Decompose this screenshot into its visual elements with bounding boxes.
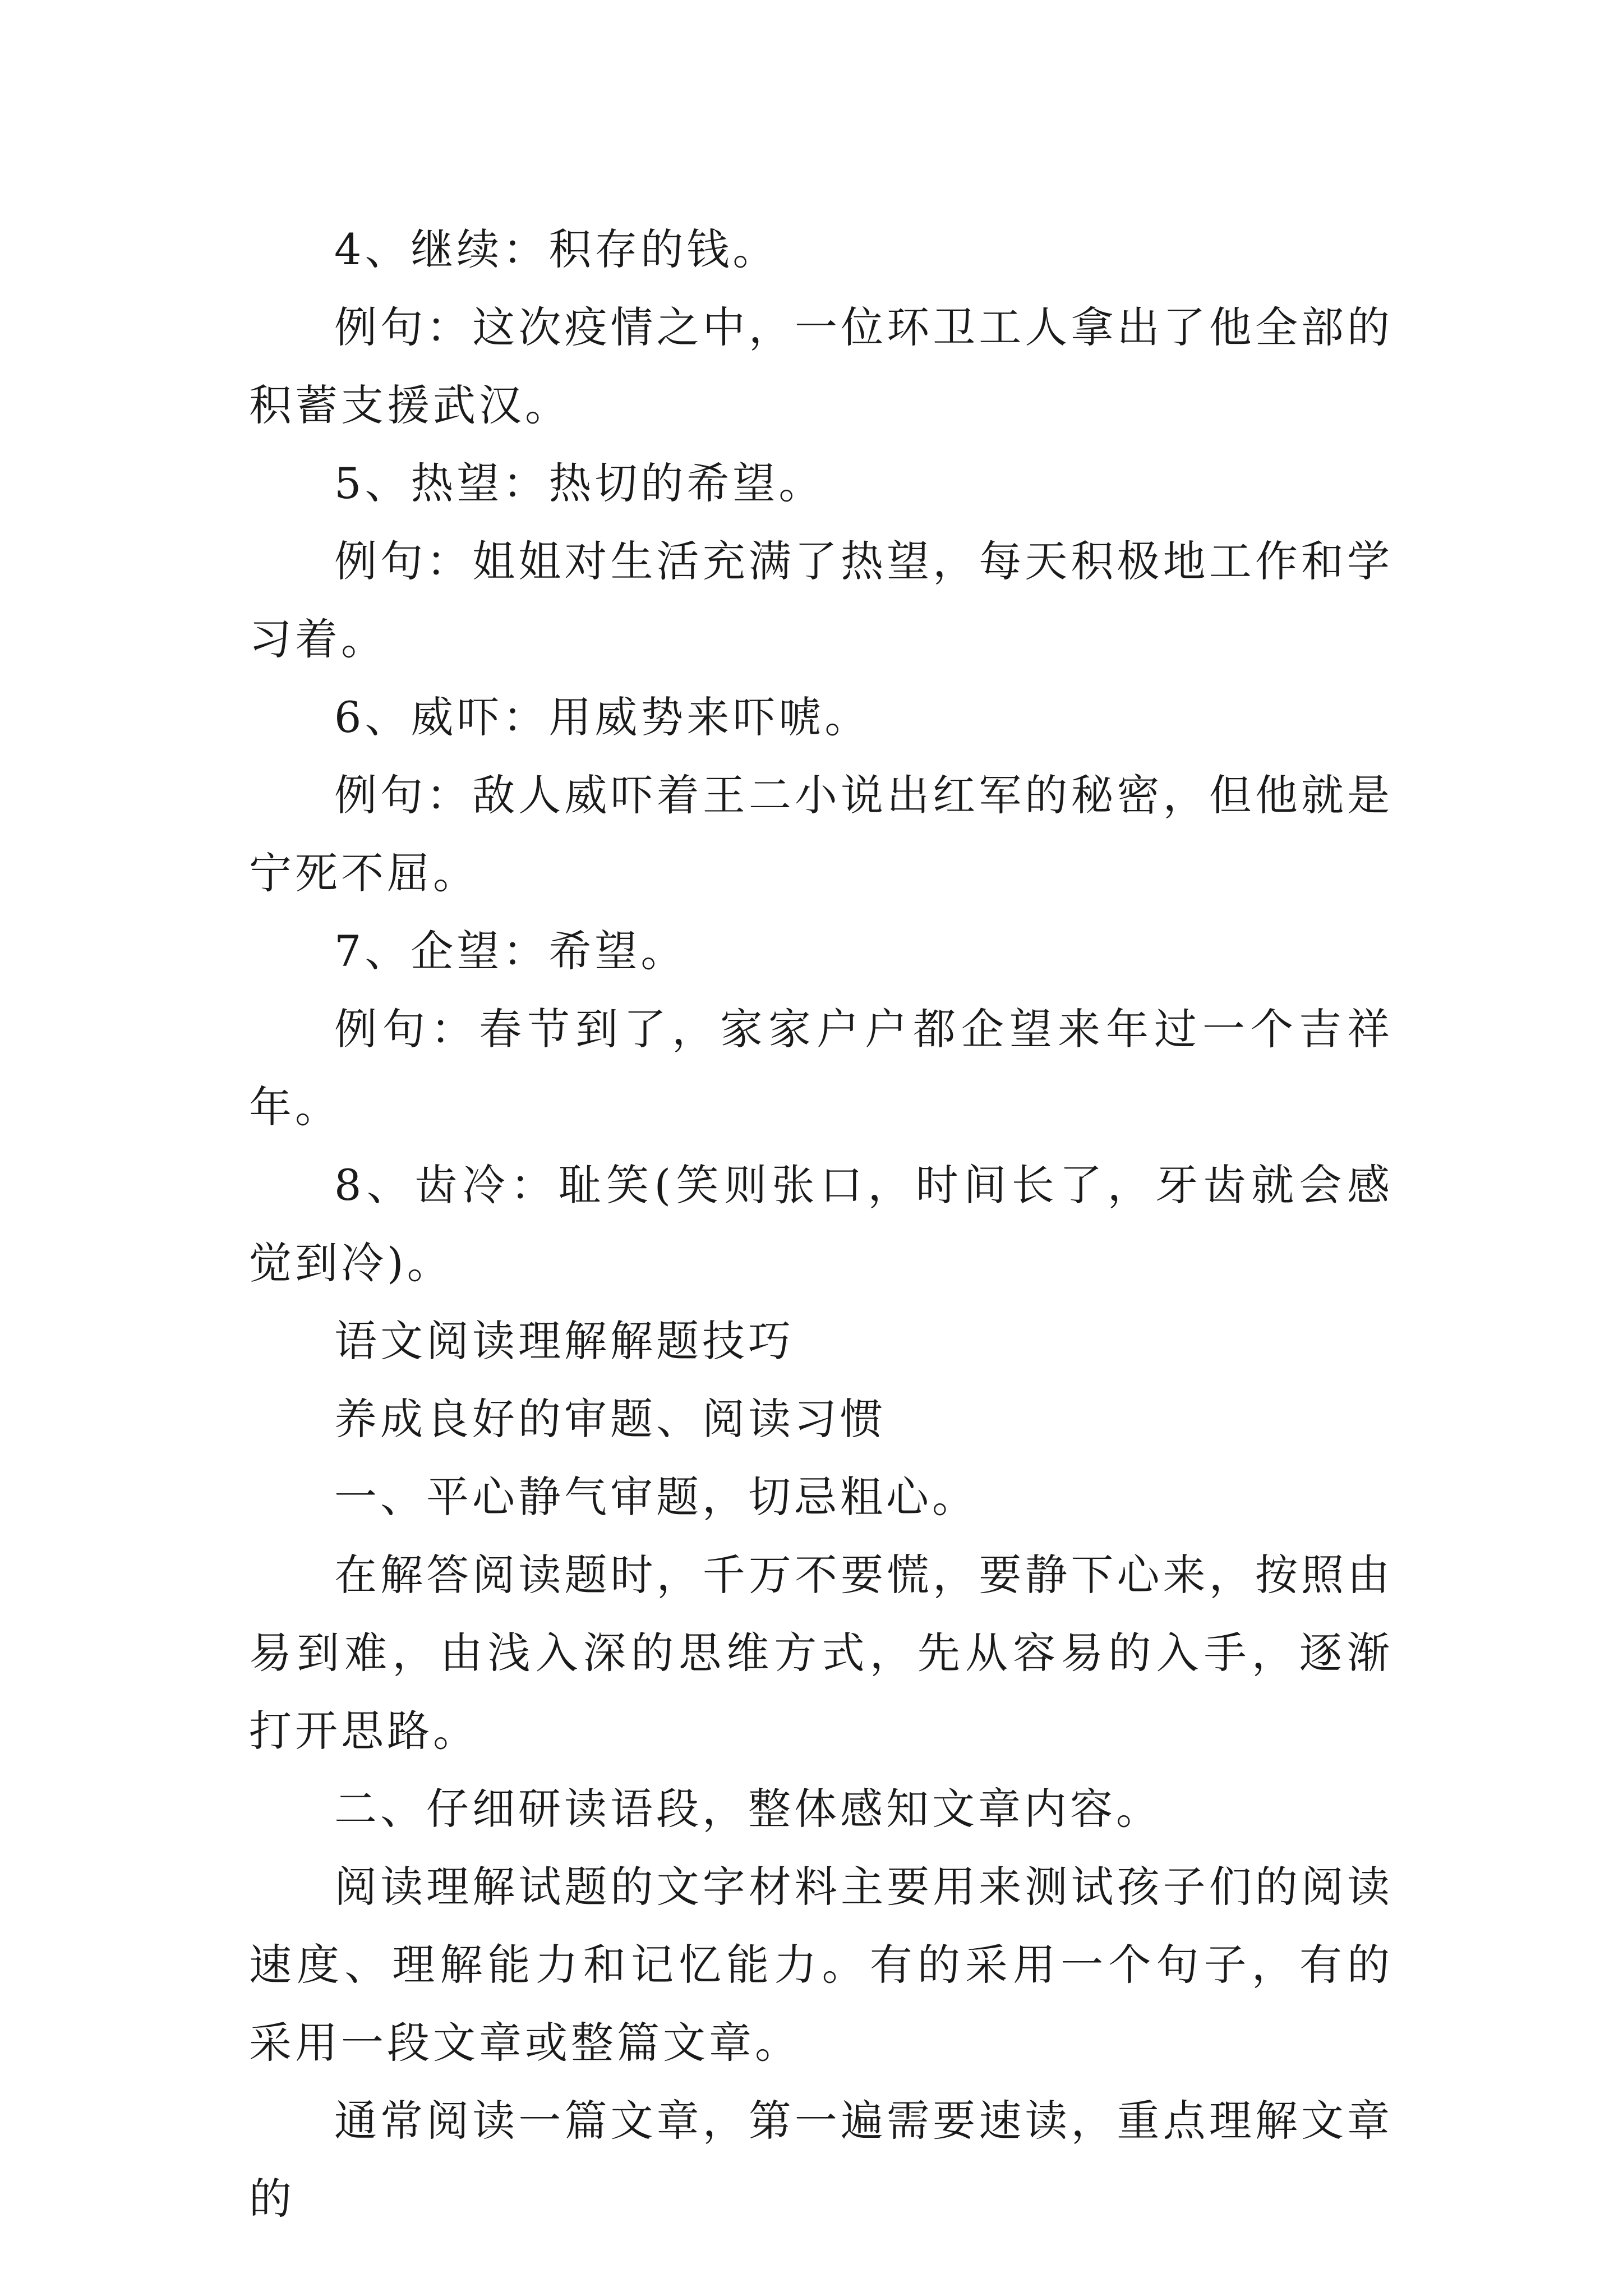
document-body [249, 210, 1393, 2238]
subsection-heading: 养成良好的审题、阅读习惯 [334, 1394, 886, 1444]
paragraph-8: 例句：春节到了，家家户户都企望来年过一个吉祥年。 [249, 1004, 1393, 1132]
paragraph-6: 例句：敌人威吓着王二小说出红军的秘密，但他就是宁死不屈。 [249, 770, 1393, 898]
paragraph-1: 4、继续：积存的钱。 [334, 224, 779, 274]
paragraph-3: 5、热望：热切的希望。 [334, 458, 825, 508]
paragraph-9: 8、齿冷：耻笑(笑则张口，时间长了，牙齿就会感觉到冷)。 [249, 1160, 1393, 1288]
paragraph-15: 阅读理解试题的文字材料主要用来测试孩子们的阅读速度、理解能力和记忆能力。有的采用一个句子，有的采用一段文章或整篇文章。 [249, 1862, 1393, 2068]
paragraph-2: 例句：这次疫情之中，一位环卫工人拿出了他全部的积蓄支援武汉。 [249, 302, 1393, 430]
paragraph-5: 6、威吓：用威势来吓唬。 [334, 692, 871, 742]
paragraph-7: 7、企望：希望。 [334, 926, 687, 976]
point-heading-2: 二、仔细研读语段，整体感知文章内容。 [334, 1784, 1162, 1834]
paragraph-13: 在解答阅读题时，千万不要慌，要静下心来，按照由易到难，由浅入深的思维方式，先从容易的入手，逐渐打开思路。 [249, 1550, 1393, 1756]
paragraph-16: 通常阅读一篇文章，第一遍需要速读，重点理解文章的 [249, 2096, 1393, 2224]
section-heading: 语文阅读理解解题技巧 [334, 1316, 794, 1366]
paragraph-4: 例句：姐姐对生活充满了热望，每天积极地工作和学习着。 [249, 536, 1393, 664]
point-heading-1: 一、平心静气审题，切忌粗心。 [334, 1472, 978, 1522]
